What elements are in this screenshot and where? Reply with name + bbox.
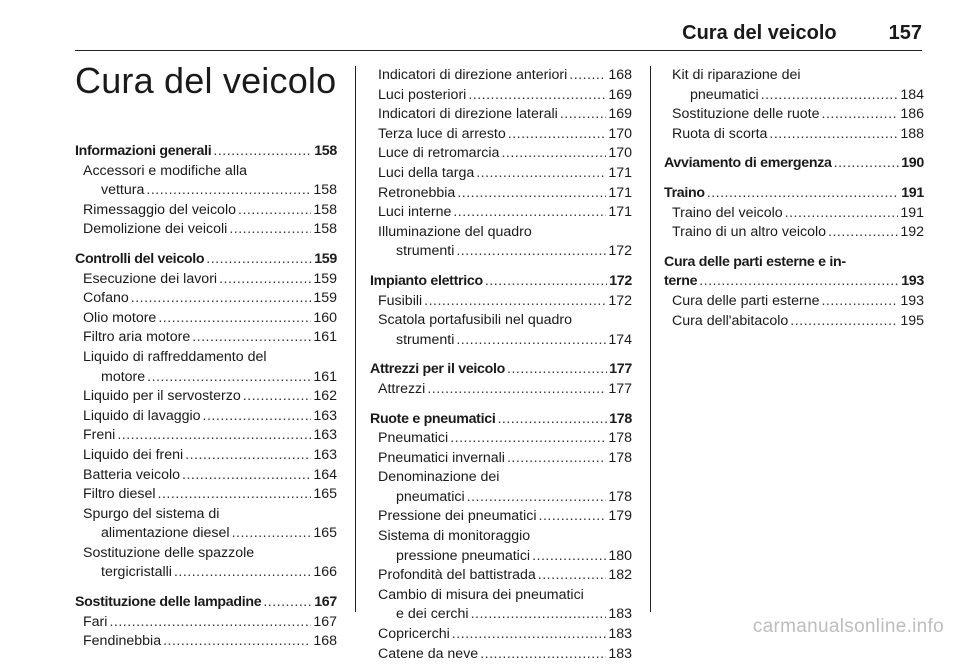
toc-entry-label: vettura <box>101 182 145 199</box>
watermark: carmanualsonline.info <box>752 616 944 637</box>
dot-leader <box>192 328 311 348</box>
toc-entry-line <box>83 368 337 388</box>
toc-page-number: 192 <box>900 224 924 241</box>
toc-entry-label: Attrezzi per il veicolo <box>370 361 506 378</box>
toc-page-number: 161 <box>313 329 337 346</box>
toc-page-number: 184 <box>900 86 924 103</box>
toc-section-entry[interactable] <box>75 142 337 162</box>
toc-page-number: 178 <box>609 410 632 427</box>
toc-entry-line <box>378 184 632 204</box>
toc-entry[interactable] <box>75 426 337 446</box>
toc-page-number: 195 <box>900 312 924 329</box>
toc-entry-label: Traino di un altro veicolo <box>672 224 827 241</box>
dot-leader <box>468 86 606 106</box>
toc-page-number: 183 <box>608 606 632 623</box>
toc-entry-label: alimentazione diesel <box>101 525 230 542</box>
toc-entry-line <box>672 223 924 243</box>
header-rule <box>75 50 922 51</box>
toc-page-number: 188 <box>900 125 924 142</box>
toc-page-number: 159 <box>313 270 337 287</box>
toc-entry-line <box>83 485 337 505</box>
dot-leader <box>769 125 898 145</box>
page-number: 157 <box>888 22 922 44</box>
toc-entry-line <box>75 250 337 270</box>
toc-entry-label: Sostituzione delle ruote <box>672 106 820 123</box>
toc-entry-line <box>378 547 632 567</box>
toc-entry-label: Luci posteriori <box>378 86 467 103</box>
toc-entry[interactable] <box>370 292 632 312</box>
toc-entry-line <box>378 566 632 586</box>
toc-section-entry[interactable] <box>370 410 632 430</box>
toc-entry-line <box>378 292 632 312</box>
toc-entry-line <box>672 125 924 145</box>
toc-column-1 <box>75 142 337 652</box>
toc-entry[interactable] <box>370 86 632 106</box>
toc-entry[interactable] <box>370 449 632 469</box>
toc-entry[interactable] <box>75 466 337 486</box>
toc-page-number: 178 <box>608 430 632 447</box>
toc-entry-line <box>672 292 924 312</box>
toc-entry[interactable] <box>370 66 632 86</box>
toc-page-number: 167 <box>314 594 337 611</box>
toc-entry-line <box>378 125 632 145</box>
toc-page-number: 163 <box>313 427 337 444</box>
toc-section-entry[interactable] <box>75 250 337 270</box>
toc-page-number: 159 <box>314 250 337 267</box>
dot-leader <box>476 164 606 184</box>
toc-page-number: 177 <box>608 380 632 397</box>
toc-entry[interactable] <box>370 164 632 184</box>
toc-page-number: 163 <box>313 446 337 463</box>
toc-entry[interactable] <box>370 144 632 164</box>
toc-entry-label: Filtro aria motore <box>83 329 191 346</box>
dot-leader <box>828 223 898 243</box>
toc-section-entry[interactable] <box>664 253 924 292</box>
toc-page-number: 165 <box>313 525 337 542</box>
dot-leader <box>507 449 606 469</box>
toc-entry-label: Controlli del veicolo <box>75 250 205 267</box>
toc-entry-line <box>672 105 924 125</box>
toc-entry-line <box>664 184 924 204</box>
dot-leader <box>450 429 606 449</box>
toc-entry[interactable] <box>370 566 632 586</box>
toc-page-number: 165 <box>313 486 337 503</box>
toc-entry-label: Freni <box>83 427 116 444</box>
toc-entry-line <box>83 387 337 407</box>
toc-entry-label: tergicristalli <box>101 564 172 581</box>
toc-entry-label: terne <box>664 273 698 290</box>
toc-entry[interactable] <box>370 586 632 625</box>
chapter-title: Cura del veicolo <box>75 60 337 101</box>
dot-leader <box>569 66 606 86</box>
toc-entry-label: Terza luce di arresto <box>378 125 506 142</box>
toc-entry-label: Retronebbia <box>378 184 456 201</box>
toc-page-number: 171 <box>608 164 632 181</box>
dot-leader <box>532 547 606 567</box>
toc-entry[interactable] <box>75 505 337 544</box>
toc-page-number: 168 <box>608 67 632 83</box>
toc-entry-line <box>378 86 632 106</box>
toc-page-number: 164 <box>313 466 337 483</box>
dot-leader <box>203 407 312 427</box>
toc-entry-text: Kit di riparazione dei <box>672 67 801 83</box>
toc-entry[interactable] <box>75 446 337 466</box>
dot-leader <box>453 203 606 223</box>
toc-entry-label: Profondità del battistrada <box>378 567 536 584</box>
toc-entry-label: Ruota di scorta <box>672 125 768 142</box>
toc-entry-label: Liquido per il servosterzo <box>83 388 241 405</box>
toc-page-number: 182 <box>608 567 632 584</box>
toc-entry[interactable] <box>75 328 337 348</box>
toc-entry-line <box>83 613 337 633</box>
toc-entry-line <box>75 593 337 613</box>
toc-entry[interactable] <box>75 289 337 309</box>
toc-page-number: 193 <box>901 273 924 290</box>
dot-leader <box>185 446 311 466</box>
toc-entry-line <box>370 410 632 430</box>
dot-leader <box>480 645 606 664</box>
toc-column-3 <box>664 66 924 331</box>
toc-entry-text: Cambio di misura dei pneumatici <box>378 586 584 603</box>
toc-entry[interactable] <box>370 105 632 125</box>
toc-entry-label: Impianto elettrico <box>370 272 483 289</box>
toc-column-2 <box>370 66 632 664</box>
toc-entry-line <box>83 289 337 309</box>
toc-entry-text: Accessori e modifiche alla <box>83 162 248 179</box>
toc-entry-text: Spurgo del sistema di <box>83 505 220 522</box>
toc-entry-label: Traino <box>664 184 705 201</box>
toc-entry-label: Fendinebbia <box>83 633 162 650</box>
toc-entry-label: Esecuzione dei lavori <box>83 270 218 287</box>
dot-leader <box>539 507 607 527</box>
dot-leader <box>497 410 607 430</box>
toc-entry-label: Luci della targa <box>378 164 475 181</box>
toc-page-number: 163 <box>313 407 337 424</box>
toc-entry[interactable] <box>370 223 632 262</box>
toc-entry-line <box>83 201 337 221</box>
toc-page-number: 170 <box>608 125 632 142</box>
toc-entry[interactable] <box>664 105 924 125</box>
toc-entry-line <box>83 466 337 486</box>
toc-entry-text: Scatola portafusibili nel quadro <box>378 312 573 329</box>
dot-leader <box>485 272 607 292</box>
toc-section-entry[interactable] <box>664 184 924 204</box>
toc-entry-line <box>83 309 337 329</box>
dot-leader <box>761 86 899 106</box>
toc-entry-label: motore <box>101 368 146 385</box>
dot-leader <box>501 144 606 164</box>
toc-page-number: 168 <box>313 633 337 650</box>
toc-section-entry[interactable] <box>664 154 924 174</box>
toc-entry-line <box>370 360 632 380</box>
toc-entry-label: Cofano <box>83 290 129 307</box>
toc-entry[interactable] <box>370 380 632 400</box>
toc-entry-text: Cura delle parti esterne e in- <box>664 253 846 270</box>
toc-entry[interactable] <box>75 348 337 387</box>
dot-leader <box>507 360 607 380</box>
toc-entry[interactable] <box>664 223 924 243</box>
toc-entry-label: Pneumatici invernali <box>378 449 505 466</box>
dot-leader <box>158 309 311 329</box>
toc-entry-line <box>378 164 632 184</box>
toc-entry-line <box>664 154 924 174</box>
dot-leader <box>821 292 898 312</box>
toc-entry-line <box>378 605 632 625</box>
toc-page-number: 191 <box>901 184 924 201</box>
dot-leader <box>158 485 312 505</box>
toc-entry-label: Pneumatici <box>378 430 449 447</box>
toc-page-number: 172 <box>608 292 632 309</box>
toc-entry-label: Luce di retromarcia <box>378 145 500 162</box>
toc-entry[interactable] <box>664 292 924 312</box>
toc-entry-line <box>378 66 632 86</box>
toc-entry-line <box>378 449 632 469</box>
dot-leader <box>232 524 312 544</box>
toc-page-number: 172 <box>609 272 632 289</box>
toc-page-number: 183 <box>608 626 632 643</box>
toc-entry-label: Traino del veicolo <box>672 204 783 221</box>
toc-entry-line <box>370 272 632 292</box>
dot-leader <box>238 201 311 221</box>
toc-entry[interactable] <box>75 544 337 583</box>
toc-entry[interactable] <box>75 201 337 221</box>
toc-entry[interactable] <box>664 66 924 105</box>
dot-leader <box>471 605 607 625</box>
toc-entry[interactable] <box>75 407 337 427</box>
toc-entry-line <box>83 181 337 201</box>
toc-entry-line <box>83 328 337 348</box>
toc-entry-label: Fari <box>83 613 108 630</box>
toc-page-number: 158 <box>313 182 337 199</box>
toc-entry[interactable] <box>75 220 337 240</box>
toc-entry-line <box>75 142 337 162</box>
toc-entry-line <box>672 86 924 106</box>
toc-page-number: 183 <box>608 645 632 662</box>
toc-entry-text: Liquido di raffreddamento del <box>83 348 267 365</box>
toc-entry-label: Avviamento di emergenza <box>664 155 832 172</box>
toc-entry-text: Illuminazione del quadro <box>378 223 532 240</box>
dot-leader <box>131 289 312 309</box>
toc-entry[interactable] <box>370 184 632 204</box>
toc-entry-line <box>378 105 632 125</box>
dot-leader <box>243 387 312 407</box>
toc-entry-line <box>83 632 337 652</box>
toc-page-number: 174 <box>608 331 632 348</box>
dot-leader <box>456 331 606 351</box>
dot-leader <box>109 613 311 633</box>
toc-page-number: 160 <box>313 309 337 326</box>
toc-entry-line <box>378 203 632 223</box>
toc-entry-label: Luci interne <box>378 204 452 221</box>
toc-section-entry[interactable] <box>75 593 337 613</box>
dot-leader <box>457 184 606 204</box>
dot-leader <box>147 368 311 388</box>
toc-page-number: 191 <box>900 204 924 221</box>
toc-entry-label: Olio motore <box>83 309 157 326</box>
toc-page-number: 179 <box>608 508 632 525</box>
toc-page-number: 158 <box>313 201 337 218</box>
toc-entry[interactable] <box>370 527 632 566</box>
toc-entry-label: Indicatori di direzione laterali <box>378 106 558 123</box>
toc-entry-label: Rimessaggio del veicolo <box>83 201 236 218</box>
toc-entry-line <box>83 220 337 240</box>
toc-entry-label: Indicatori di direzione anteriori <box>378 67 568 83</box>
toc-entry-label: pneumatici <box>690 86 759 103</box>
toc-entry-line <box>378 507 632 527</box>
dot-leader <box>263 593 312 613</box>
dot-leader <box>467 488 607 508</box>
toc-page-number: 178 <box>608 488 632 505</box>
toc-entry-text: Sistema di monitoraggio <box>378 528 531 545</box>
dot-leader <box>456 242 606 262</box>
toc-page-number: 193 <box>900 292 924 309</box>
toc-entry[interactable] <box>370 645 632 664</box>
dot-leader <box>424 292 606 312</box>
toc-entry-label: Ruote e pneumatici <box>370 410 496 427</box>
toc-entry-line <box>672 312 924 332</box>
toc-entry-line <box>83 407 337 427</box>
dot-leader <box>538 566 607 586</box>
toc-entry-label: Fusibili <box>378 292 423 309</box>
toc-page-number: 177 <box>609 361 632 378</box>
toc-entry-line <box>378 242 632 262</box>
dot-leader <box>822 105 899 125</box>
toc-entry-text: Sostituzione delle spazzole <box>83 544 255 561</box>
column-divider-1 <box>355 66 356 612</box>
dot-leader <box>785 204 899 224</box>
toc-entry[interactable] <box>75 270 337 290</box>
toc-entry[interactable] <box>370 311 632 350</box>
dot-leader <box>182 466 311 486</box>
toc-entry-text: Denominazione dei <box>378 469 500 486</box>
toc-entry[interactable] <box>370 125 632 145</box>
toc-entry[interactable] <box>370 468 632 507</box>
dot-leader <box>427 380 606 400</box>
toc-entry-label: Informazioni generali <box>75 143 212 159</box>
dot-leader <box>699 272 899 292</box>
column-divider-2 <box>650 66 651 612</box>
toc-entry-line <box>83 524 337 544</box>
toc-entry-line <box>378 331 632 351</box>
toc-page-number: 171 <box>608 184 632 201</box>
toc-entry-label: Catene da neve <box>378 645 479 662</box>
dot-leader <box>117 426 311 446</box>
running-head-section: Cura del veicolo <box>682 22 837 44</box>
toc-entry[interactable] <box>370 507 632 527</box>
toc-page-number: 180 <box>608 547 632 564</box>
dot-leader <box>560 105 607 125</box>
toc-entry-line <box>378 488 632 508</box>
toc-page-number: 158 <box>314 143 337 159</box>
toc-page-number: 169 <box>608 86 632 103</box>
toc-entry-label: Cura dell'abitacolo <box>672 312 789 329</box>
dot-leader <box>508 125 607 145</box>
toc-entry-label: strumenti <box>396 243 455 260</box>
dot-leader <box>206 250 312 270</box>
toc-page-number: 172 <box>608 243 632 260</box>
dot-leader <box>213 142 312 162</box>
toc-entry-label: Batteria veicolo <box>83 466 180 483</box>
toc-entry-label: Attrezzi <box>378 380 426 397</box>
toc-entry[interactable] <box>75 387 337 407</box>
toc-entry[interactable] <box>664 312 924 332</box>
toc-entry-line <box>83 563 337 583</box>
toc-entry-line <box>664 272 924 292</box>
toc-page-number: 159 <box>313 290 337 307</box>
toc-entry-line <box>83 270 337 290</box>
toc-page-number: 170 <box>608 145 632 162</box>
toc-page-number: 162 <box>313 388 337 405</box>
toc-entry-line <box>378 144 632 164</box>
toc-entry-label: pressione pneumatici <box>396 547 531 564</box>
toc-entry-label: Sostituzione delle lampadine <box>75 594 262 611</box>
toc-entry-label: Liquido di lavaggio <box>83 407 201 424</box>
toc-entry-label: Filtro diesel <box>83 486 156 503</box>
toc-page-number: 166 <box>313 564 337 581</box>
toc-entry-label: Demolizione dei veicoli <box>83 221 228 238</box>
toc-page-number: 161 <box>313 368 337 385</box>
toc-entry-line <box>672 204 924 224</box>
toc-section-entry[interactable] <box>370 360 632 380</box>
toc-entry[interactable] <box>75 309 337 329</box>
toc-entry-line <box>378 645 632 664</box>
running-head <box>682 22 922 45</box>
toc-page-number: 186 <box>900 106 924 123</box>
toc-entry-label: Liquido dei freni <box>83 446 184 463</box>
toc-entry-label: pneumatici <box>396 488 465 505</box>
toc-entry[interactable] <box>75 613 337 633</box>
toc-entry[interactable] <box>664 204 924 224</box>
dot-leader <box>790 312 898 332</box>
toc-entry[interactable] <box>370 429 632 449</box>
dot-leader <box>834 154 900 174</box>
toc-entry[interactable] <box>75 485 337 505</box>
dot-leader <box>163 632 311 652</box>
dot-leader <box>229 220 311 240</box>
toc-section-entry[interactable] <box>370 272 632 292</box>
toc-page-number: 190 <box>901 155 924 172</box>
toc-entry-line <box>378 380 632 400</box>
dot-leader <box>174 563 311 583</box>
toc-entry-line <box>83 446 337 466</box>
toc-entry[interactable] <box>75 162 337 201</box>
toc-entry-line <box>83 426 337 446</box>
dot-leader <box>146 181 311 201</box>
dot-leader <box>707 184 899 204</box>
toc-page-number: 171 <box>608 204 632 221</box>
dot-leader <box>219 270 311 290</box>
toc-entry[interactable] <box>664 125 924 145</box>
toc-entry-label: Cura delle parti esterne <box>672 292 820 309</box>
toc-entry-line <box>378 429 632 449</box>
toc-entry-label: e dei cerchi <box>396 606 469 623</box>
toc-entry-label: Pressione dei pneumatici <box>378 508 537 525</box>
toc-entry-label: Copricerchi <box>378 626 450 643</box>
toc-page-number: 169 <box>608 106 632 123</box>
toc-entry[interactable] <box>370 203 632 223</box>
toc-page-number: 158 <box>313 221 337 238</box>
toc-entry-label: strumenti <box>396 331 455 348</box>
toc-page-number: 178 <box>608 449 632 466</box>
toc-entry[interactable] <box>75 632 337 652</box>
toc-page-number: 167 <box>313 613 337 630</box>
